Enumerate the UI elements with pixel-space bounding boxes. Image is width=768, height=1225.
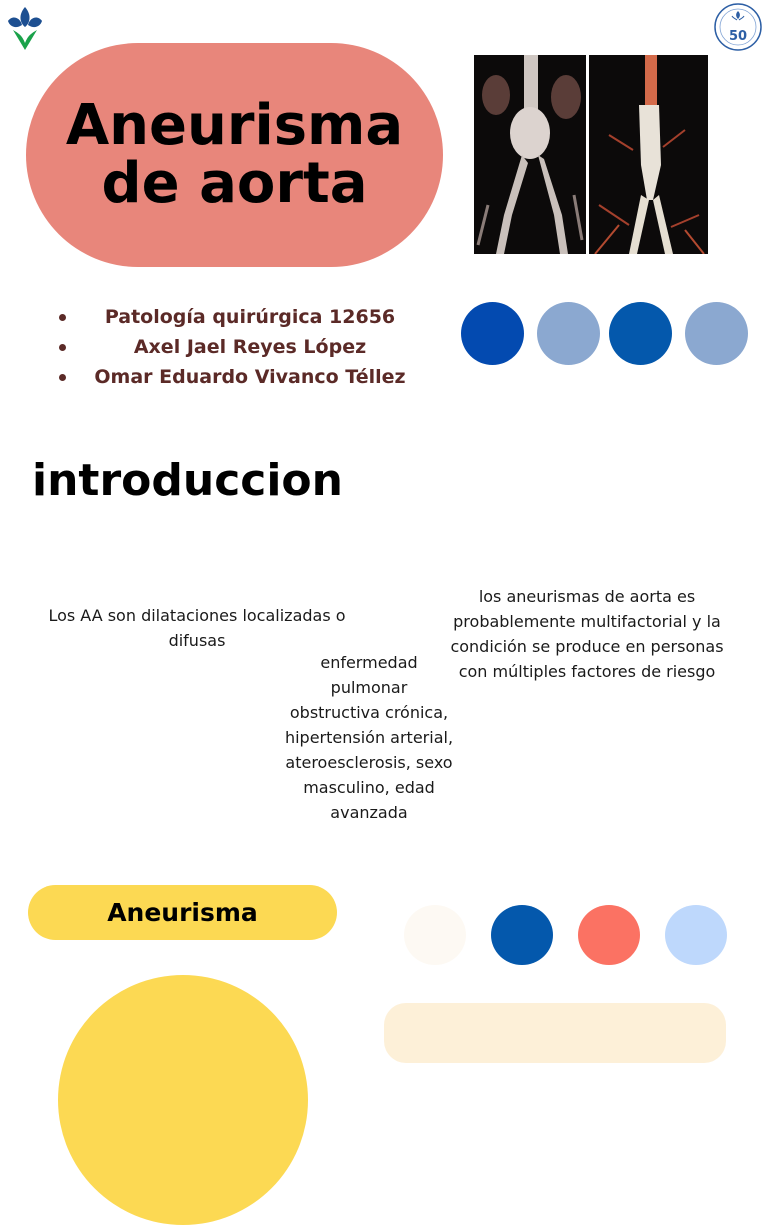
palette-dot-2: [537, 302, 600, 365]
aneurisma-label-pill: [28, 885, 337, 940]
anniversary-seal-icon: [713, 2, 763, 52]
palette-dot-3: [609, 302, 672, 365]
page-title: [65, 93, 404, 216]
title-line-1: Aneurisma: [65, 93, 404, 158]
svg-text:50: 50: [728, 29, 748, 44]
palette-dot-7: [578, 905, 640, 965]
list-item: Axel Jael Reyes López: [52, 332, 432, 362]
title-banner: [26, 43, 443, 267]
palette-dot-1: [461, 302, 524, 365]
list-item: Omar Eduardo Vivanco Téllez: [52, 362, 432, 392]
intro-text-left: Los AA son dilataciones localizadas o difusas: [48, 606, 346, 650]
decorative-yellow-circle: [58, 975, 308, 1225]
palette-dot-6: [491, 905, 553, 965]
decorative-peach-box: [384, 1003, 726, 1063]
section-heading: introduccion: [32, 455, 343, 506]
palette-dot-8: [665, 905, 727, 965]
palette-dot-5: [404, 905, 466, 965]
ct-angiography-stent-image: [589, 55, 708, 254]
ct-angiography-aneurysm-image: [474, 55, 586, 254]
aneurisma-label: Aneurisma: [107, 898, 258, 927]
palette-dot-4: [685, 302, 748, 365]
intro-text-right: los aneurismas de aorta es probablemente multifactorial y la condición se produce en personas con múltiples factores de riesgo: [450, 587, 724, 681]
list-item: Patología quirúrgica 12656: [52, 302, 432, 332]
risk-factors-text: enfermedad pulmonar obstructiva crónica, hipertensión arterial, ateroesclerosis, sexo masculino, edad avanzada: [284, 653, 454, 822]
title-line-2: de aorta: [101, 151, 368, 216]
university-logo: [4, 3, 46, 53]
authors-list: [52, 302, 432, 392]
